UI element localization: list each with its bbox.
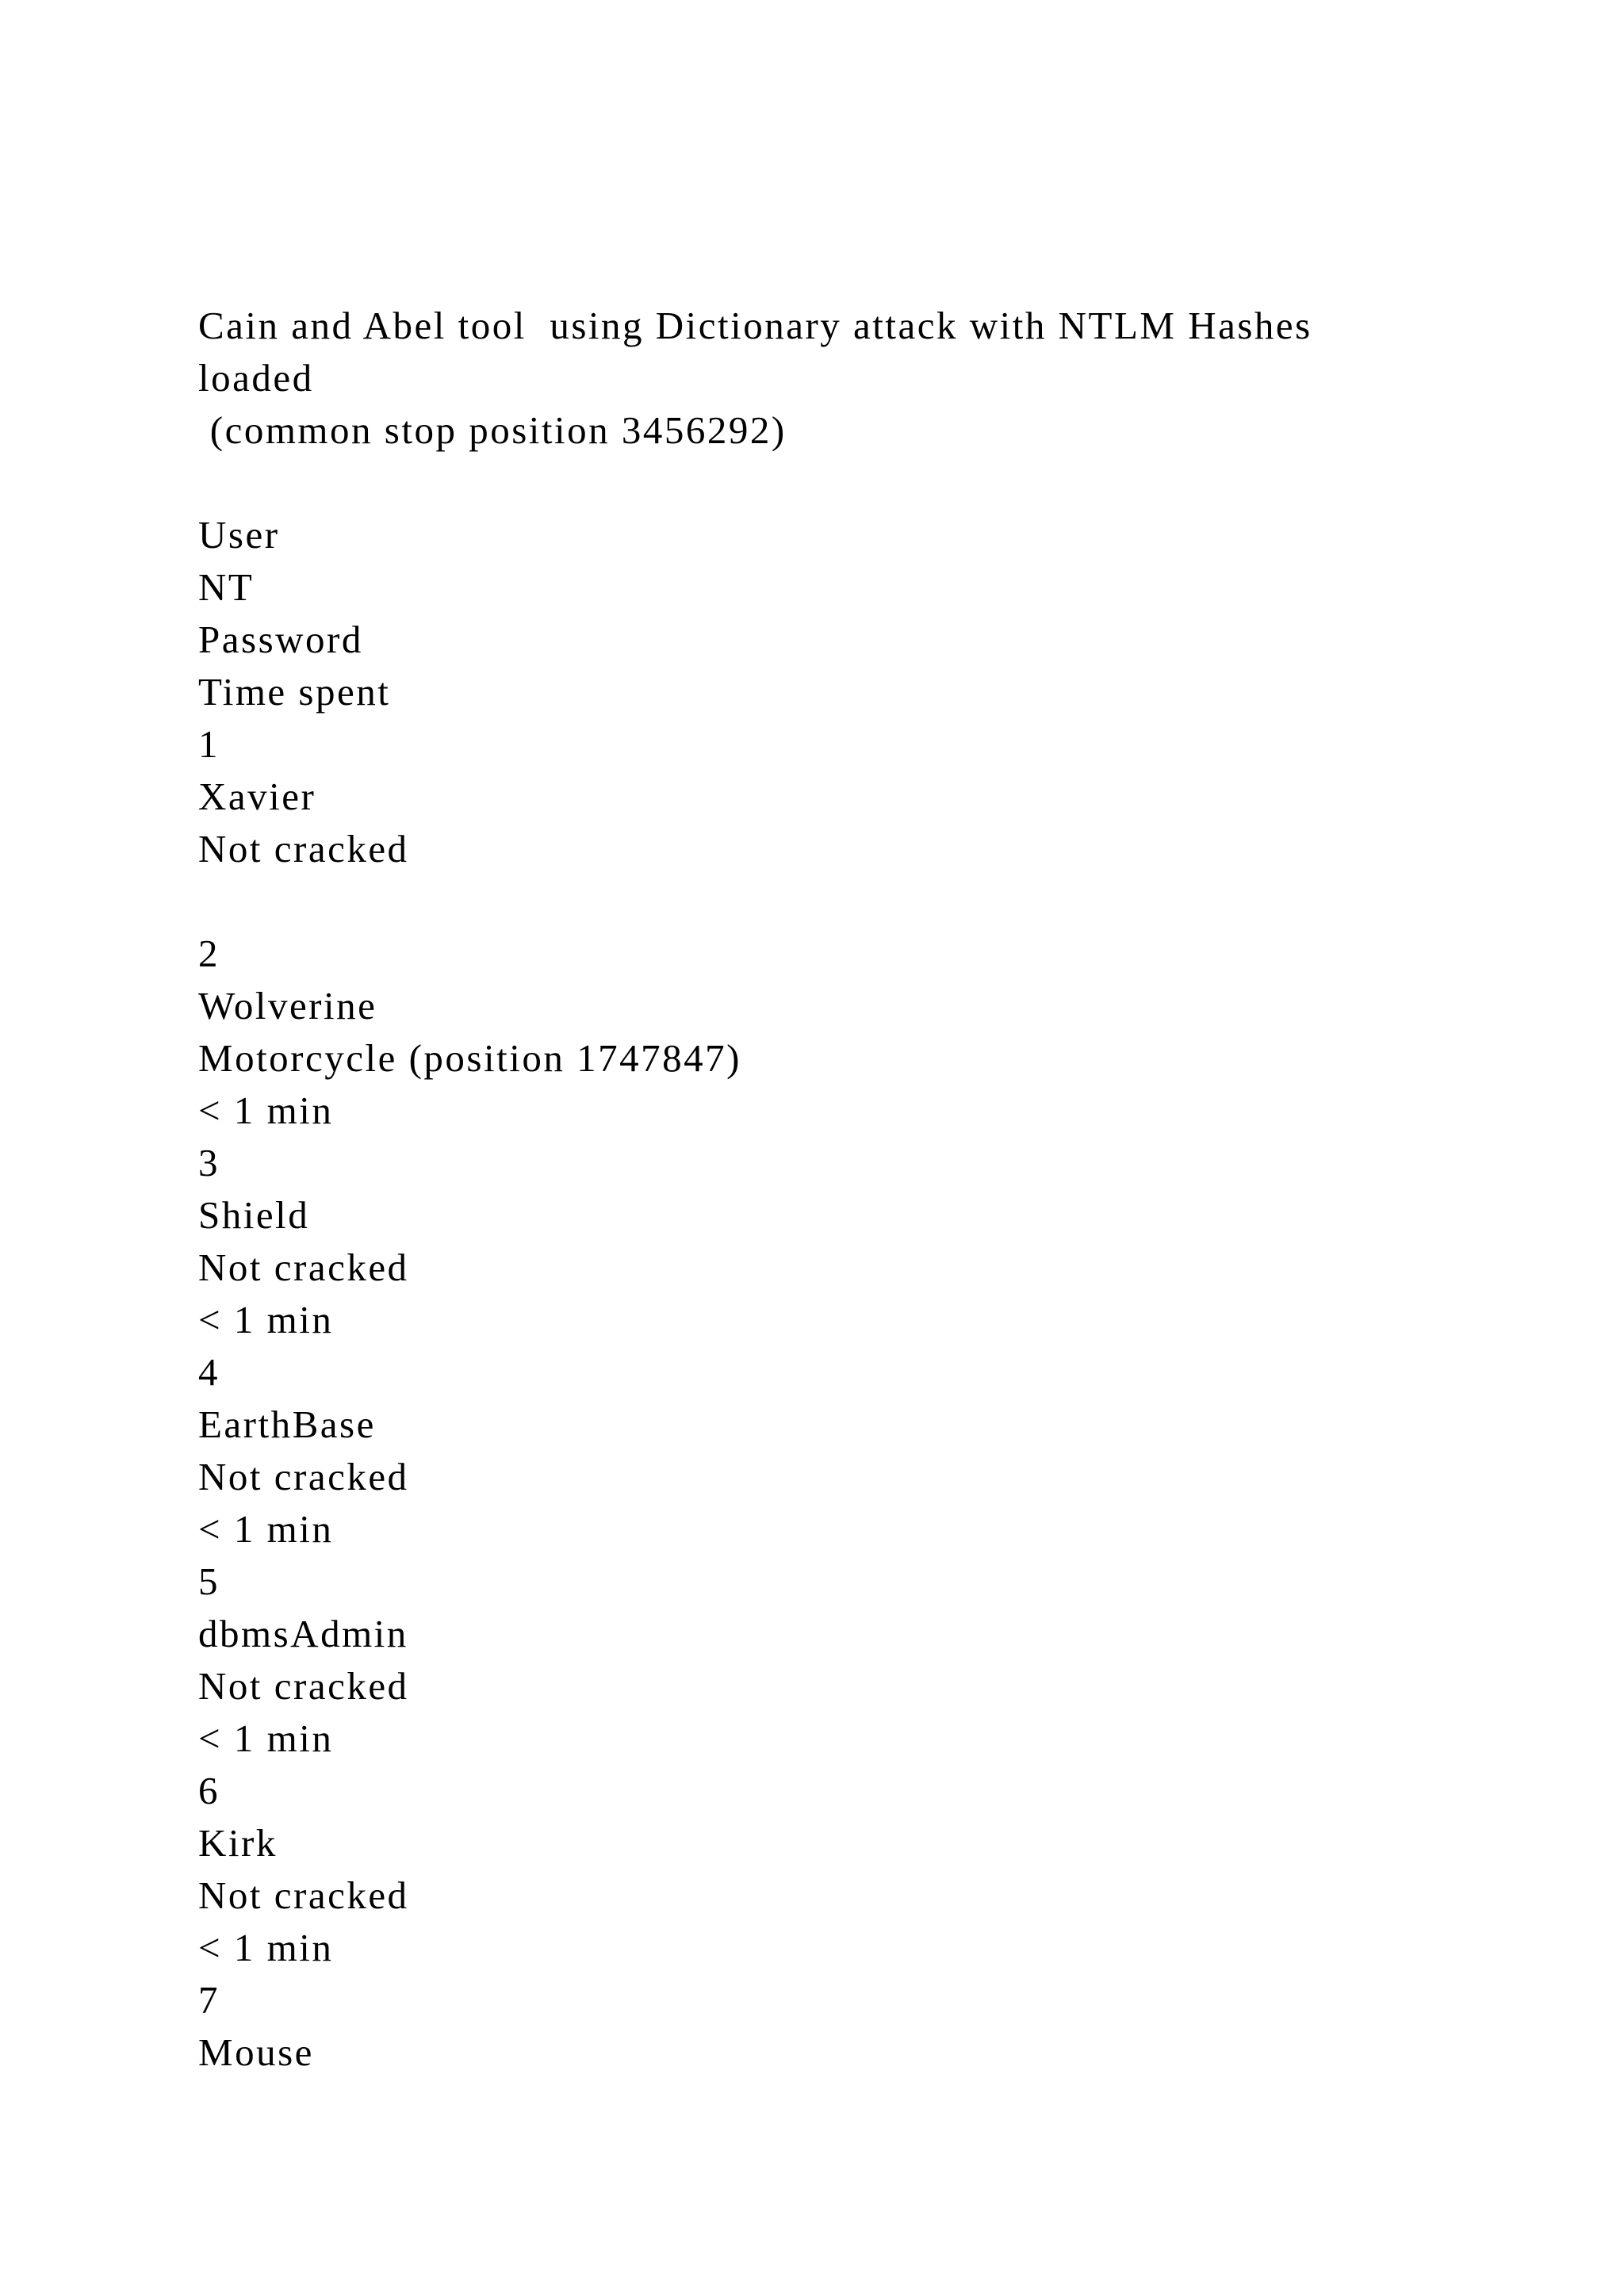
entry-user: Wolverine (198, 984, 377, 1027)
blank-line (198, 457, 1546, 509)
entry-password: Not cracked (198, 1246, 409, 1289)
header-time-spent: Time spent (198, 670, 391, 714)
title-line-1: Cain and Abel tool using Dictionary attack with NTLM Hashes (198, 304, 1312, 347)
entry-time: < 1 min (198, 1716, 334, 1760)
entry-user: dbmsAdmin (198, 1612, 408, 1655)
entry-time: < 1 min (198, 1926, 334, 1969)
header-user: User (198, 513, 280, 557)
entry-number: 1 (198, 722, 220, 766)
entry-user: Xavier (198, 775, 316, 818)
entry-password: Not cracked (198, 1664, 409, 1708)
entry-time-empty (198, 875, 1546, 928)
entry-number: 3 (198, 1141, 220, 1184)
entry-user: Shield (198, 1193, 310, 1237)
header-nt: NT (198, 565, 255, 609)
entry-password: Motorcycle (position 1747847) (198, 1036, 741, 1080)
subtitle: (common stop position 3456292) (198, 408, 787, 452)
entry-user: EarthBase (198, 1402, 376, 1446)
document-body (198, 300, 1546, 2079)
entry-time: < 1 min (198, 1089, 334, 1132)
entry-number: 5 (198, 1559, 220, 1603)
entry-password: Not cracked (198, 1455, 409, 1498)
entry-time: < 1 min (198, 1298, 334, 1341)
entry-password: Not cracked (198, 827, 409, 871)
header-password: Password (198, 618, 363, 661)
entry-time: < 1 min (198, 1507, 334, 1551)
entry-user: Kirk (198, 1821, 278, 1865)
entry-number: 4 (198, 1350, 220, 1394)
entry-password: Not cracked (198, 1873, 409, 1917)
title-line-2: loaded (198, 356, 314, 400)
entry-number: 7 (198, 1978, 220, 2022)
entry-user: Mouse (198, 2030, 314, 2074)
entry-number: 2 (198, 932, 220, 975)
entry-number: 6 (198, 1769, 220, 1812)
